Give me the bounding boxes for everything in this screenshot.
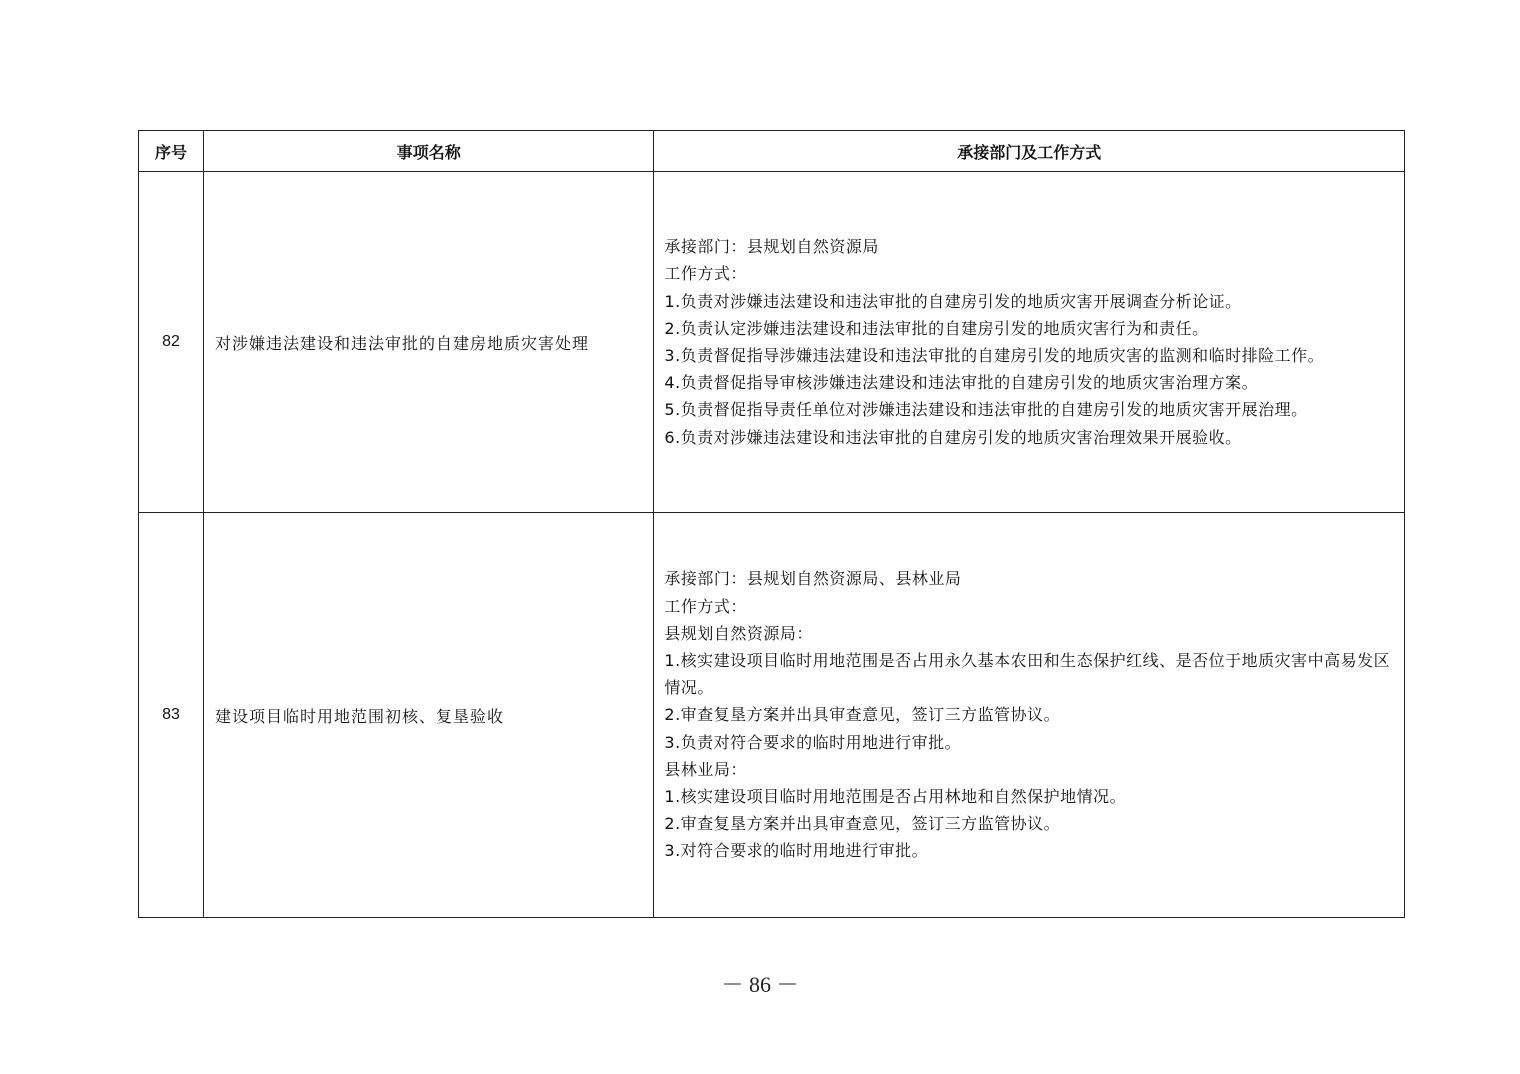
dept-line: 6.负责对涉嫌违法建设和违法审批的自建房引发的地质灾害治理效果开展验收。 [664, 427, 1242, 447]
dept-line: 2.审查复垦方案并出具审查意见，签订三方监管协议。 [664, 705, 1061, 725]
dept-line: 1.核实建设项目临时用地范围是否占用林地和自然保护地情况。 [664, 787, 1127, 806]
page-number: － 86 － [721, 972, 799, 997]
header-item-name: 事项名称 [204, 131, 654, 172]
row-item-name: 对涉嫌违法建设和违法审批的自建房地质灾害处理 [204, 172, 654, 513]
row-serial-number: 83 [139, 513, 204, 918]
header-department-method: 承接部门及工作方式 [654, 131, 1405, 172]
dept-line: 县规划自然资源局： [664, 623, 813, 643]
dept-line: 3.对符合要求的临时用地进行审批。 [664, 841, 929, 861]
dept-line: 承接部门：县规划自然资源局 [664, 237, 879, 257]
dept-line: 县林业局： [664, 759, 747, 779]
table-row [139, 172, 1405, 513]
dept-line: 工作方式： [664, 596, 747, 616]
dept-line: 3.负责督促指导涉嫌违法建设和违法审批的自建房引发的地质灾害的监测和临时排险工作。 [664, 346, 1325, 365]
row-department-method [654, 172, 1405, 513]
header-serial-number: 序号 [139, 131, 204, 172]
dept-line: 2.负责认定涉嫌违法建设和违法审批的自建房引发的地质灾害行为和责任。 [664, 318, 1209, 338]
row-serial-number: 82 [139, 172, 204, 513]
dept-line: 2.审查复垦方案并出具审查意见，签订三方监管协议。 [664, 814, 1061, 834]
table-header-row [139, 131, 1405, 172]
dept-line: 5.负责督促指导责任单位对涉嫌违法建设和违法审批的自建房引发的地质灾害开展治理。 [664, 400, 1308, 420]
row-item-name: 建设项目临时用地范围初核、复垦验收 [204, 513, 654, 918]
items-table [138, 130, 1405, 918]
table-row [139, 513, 1405, 918]
dept-line: 1.核实建设项目临时用地范围是否占用永久基本农田和生态保护红线、是否位于地质灾害中高易发区情况。 [664, 650, 1391, 698]
dept-line: 4.负责督促指导审核涉嫌违法建设和违法审批的自建房引发的地质灾害治理方案。 [664, 373, 1259, 393]
dept-line: 3.负责对符合要求的临时用地进行审批。 [664, 732, 962, 752]
dept-line: 工作方式： [664, 264, 747, 284]
dept-line: 承接部门：县规划自然资源局、县林业局 [664, 569, 962, 589]
dept-line: 1.负责对涉嫌违法建设和违法审批的自建房引发的地质灾害开展调查分析论证。 [664, 291, 1242, 311]
row-department-method [654, 513, 1405, 918]
